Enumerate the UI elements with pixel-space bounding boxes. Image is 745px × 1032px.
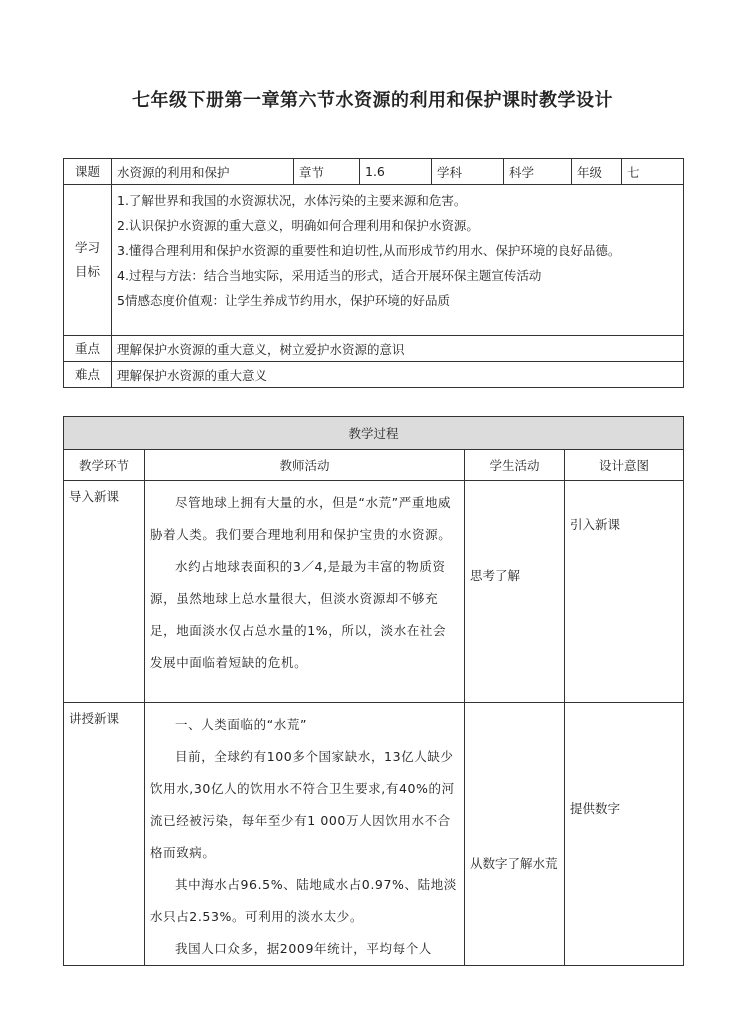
table-row xyxy=(64,703,684,966)
intent-cell: 引入新课 xyxy=(565,481,684,703)
column-header: 设计意图 xyxy=(565,450,684,481)
objectives-label xyxy=(64,185,112,336)
difficulty-row xyxy=(64,362,684,388)
intent-cell: 提供数字 xyxy=(565,703,684,966)
student-activity-cell: 思考了解 xyxy=(465,481,565,703)
subject-label: 学科 xyxy=(432,159,504,185)
objective-item: 4.过程与方法：结合当地实际，采用适当的形式，适合开展环保主题宣传活动 xyxy=(117,268,542,283)
objectives-label-line1: 学习 xyxy=(74,240,100,255)
column-header: 学生活动 xyxy=(465,450,565,481)
teacher-paragraph: 目前，全球约有100多个国家缺水，13亿人缺少饮用水,30亿人的饮用水不符合卫生要求,有40%的河流已经被污染，每年至少有1 000万人因饮用水不合格而致病。 xyxy=(150,749,455,860)
objectives-row xyxy=(64,185,684,336)
objective-item: 3.懂得合理利用和保护水资源的重要性和迫切性,从而形成节约用水、保护环境的良好品德。 xyxy=(117,243,621,258)
teacher-paragraph: 其中海水占96.5%、陆地咸水占0.97%、陆地淡水只占2.53%。可利用的淡水太少。 xyxy=(150,877,457,924)
process-heading: 教学过程 xyxy=(64,417,684,450)
grade-value: 七 xyxy=(622,159,684,185)
topic-label: 课题 xyxy=(64,159,112,185)
objectives-label-line2: 目标 xyxy=(74,264,100,279)
key-value: 理解保护水资源的重大意义，树立爱护水资源的意识 xyxy=(112,336,684,362)
objective-item: 5情感态度价值观：让学生养成节约用水，保护环境的好品质 xyxy=(117,293,450,308)
table-row xyxy=(64,481,684,703)
teacher-paragraph: 水约占地球表面积的3／4,是最为丰富的物质资源，虽然地球上总水量很大，但淡水资源却不够充足，地面淡水仅占总水量的1%，所以，淡水在社会发展中面临着短缺的危机。 xyxy=(150,559,447,670)
teacher-activity-cell xyxy=(145,703,465,966)
column-header: 教学环节 xyxy=(64,450,145,481)
teacher-activity-cell xyxy=(145,481,465,703)
teacher-paragraph: 一、人类面临的“水荒” xyxy=(175,717,308,732)
stage-cell: 导入新课 xyxy=(64,481,145,703)
objective-item: 1.了解世界和我国的水资源状况，水体污染的主要来源和危害。 xyxy=(117,193,467,208)
info-table xyxy=(63,158,684,388)
chapter-value: 1.6 xyxy=(360,159,432,185)
teacher-paragraph: 我国人口众多，据2009年统计，平均每个人 xyxy=(175,941,432,956)
chapter-label: 章节 xyxy=(294,159,360,185)
process-table xyxy=(63,416,684,966)
info-row xyxy=(64,159,684,185)
column-header: 教师活动 xyxy=(145,450,465,481)
objective-item: 2.认识保护水资源的重大意义，明确如何合理利用和保护水资源。 xyxy=(117,218,479,233)
student-activity-cell xyxy=(465,703,565,966)
difficulty-value: 理解保护水资源的重大意义 xyxy=(112,362,684,388)
key-row xyxy=(64,336,684,362)
topic-value: 水资源的利用和保护 xyxy=(112,159,294,185)
page-title: 七年级下册第一章第六节水资源的利用和保护课时教学设计 xyxy=(132,90,613,111)
teacher-paragraph: 尽管地球上拥有大量的水，但是“水荒”严重地威胁着人类。我们要合理地利用和保护宝贵的水资源。 xyxy=(150,495,452,542)
key-label: 重点 xyxy=(64,336,112,362)
stage-cell: 讲授新课 xyxy=(64,703,145,966)
subject-value: 科学 xyxy=(504,159,572,185)
grade-label: 年级 xyxy=(572,159,622,185)
objectives-list xyxy=(112,185,684,336)
student-activity-text: 从数字了解水荒 xyxy=(470,856,558,871)
difficulty-label: 难点 xyxy=(64,362,112,388)
column-header-row xyxy=(64,450,684,481)
